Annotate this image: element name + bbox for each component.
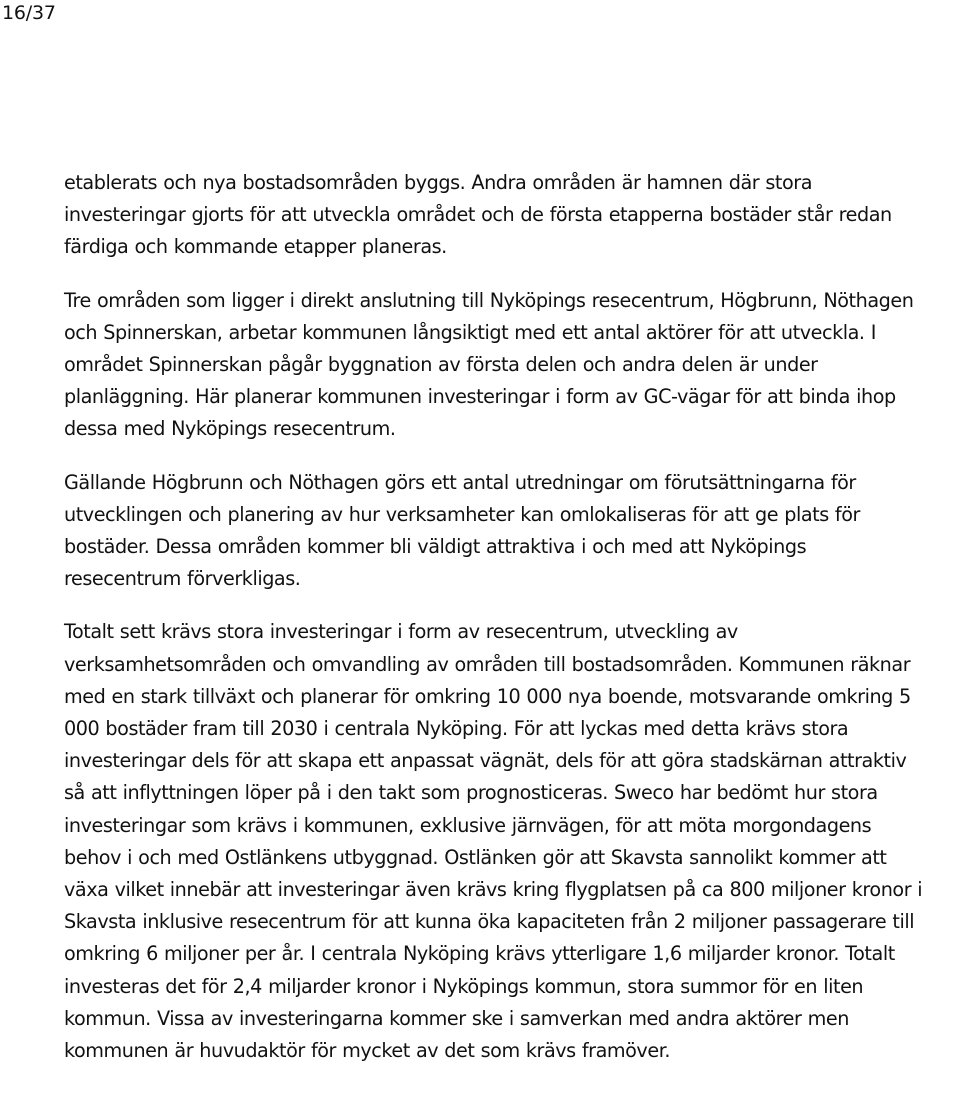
text-line: Tre områden som ligger i direkt anslutning till Nyköpings resecentrum, Högbrunn, Nöthagen <box>64 288 914 312</box>
text-line: Skavsta inklusive resecentrum för att kunna öka kapaciteten från 2 miljoner passagerare till <box>64 910 915 934</box>
text-line: växa vilket innebär att investeringar även krävs kring flygplatsen på ca 800 miljoner kronor i <box>64 878 923 902</box>
text-line: bostäder. Dessa områden kommer bli väldigt attraktiva i och med att Nyköpings <box>64 535 807 559</box>
text-line: med en stark tillväxt och planerar för omkring 10 000 nya boende, motsvarande omkring 5 <box>64 684 911 708</box>
paragraph-hogbrunn-nothagen <box>64 467 958 596</box>
text-line: så att inflyttningen löper på i den takt som prognosticeras. Sweco har bedömt hur stora <box>64 781 878 805</box>
paragraph-new-housing-areas <box>64 167 958 264</box>
page-number: 16/37 <box>2 2 56 24</box>
paragraph-total-investments <box>64 616 958 1067</box>
text-line: verksamhetsområden och omvandling av områden till bostadsområden. Kommunen räknar <box>64 652 911 676</box>
text-line: investeras det för 2,4 miljarder kronor i Nyköpings kommun, stora summor för en liten <box>64 974 864 998</box>
text-line: Gällande Högbrunn och Nöthagen görs ett antal utredningar om förutsättningarna för <box>64 470 856 494</box>
text-line: investeringar dels för att skapa ett anpassat vägnät, dels för att göra stadskärnan attraktiv <box>64 749 907 773</box>
text-line: färdiga och kommande etapper planeras. <box>64 235 447 259</box>
text-line: investeringar som krävs i kommunen, exklusive järnvägen, för att möta morgondagens <box>64 813 872 837</box>
text-line: och Spinnerskan, arbetar kommunen långsiktigt med ett antal aktörer för att utveckla. I <box>64 320 876 344</box>
text-line: resecentrum förverkligas. <box>64 567 301 591</box>
paragraph-three-areas <box>64 285 958 446</box>
text-line: planläggning. Här planerar kommunen investeringar i form av GC-vägar för att binda ihop <box>64 385 896 409</box>
text-line: 000 bostäder fram till 2030 i centrala Nyköping. För att lyckas med detta krävs stora <box>64 717 849 741</box>
text-line: behov i och med Ostlänkens utbyggnad. Ostlänken gör att Skavsta sannolikt kommer att <box>64 845 887 869</box>
text-line: kommun. Vissa av investeringarna kommer ske i samverkan med andra aktörer men <box>64 1006 849 1030</box>
text-line: omkring 6 miljoner per år. I centrala Nyköping krävs ytterligare 1,6 miljarder kronor. Totalt <box>64 942 895 966</box>
text-line: investeringar gjorts för att utveckla området och de första etapperna bostäder står redan <box>64 203 892 227</box>
text-line: kommunen är huvudaktör för mycket av det som krävs framöver. <box>64 1039 671 1063</box>
text-line: området Spinnerskan pågår byggnation av första delen och andra delen är under <box>64 353 818 377</box>
document-body <box>64 167 958 1067</box>
text-line: dessa med Nyköpings resecentrum. <box>64 417 396 441</box>
text-line: etablerats och nya bostadsområden byggs. Andra områden är hamnen där stora <box>64 171 813 194</box>
text-line: utvecklingen och planering av hur verksamheter kan omlokaliseras för att ge plats för <box>64 502 860 526</box>
text-line: Totalt sett krävs stora investeringar i form av resecentrum, utveckling av <box>64 620 738 644</box>
